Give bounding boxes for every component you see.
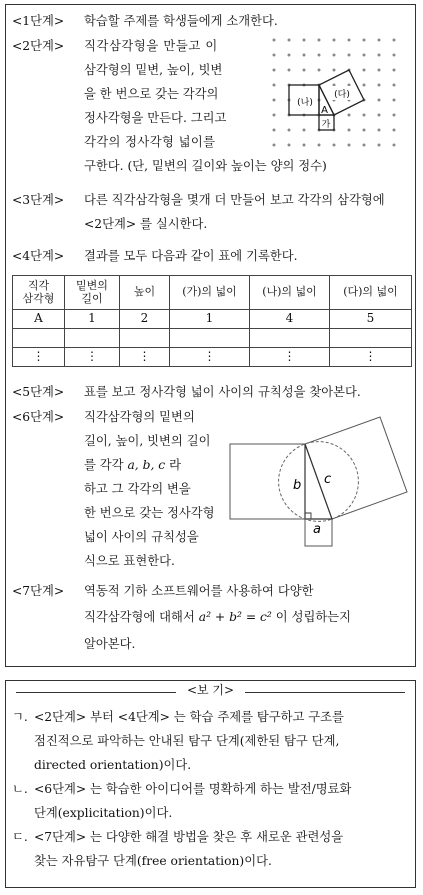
grid-dot [333, 69, 336, 72]
grid-dot [363, 144, 366, 147]
bogi-box [5, 680, 416, 888]
grid-dot [393, 54, 396, 57]
grid-dot [333, 144, 336, 147]
grid-dot [273, 114, 276, 117]
step2-line5: 각각의 정사각형 넓이를 [84, 135, 216, 149]
bogi-mark-1: ㄱ. [12, 710, 28, 724]
table-cell: 1 [170, 310, 250, 329]
grid-dot [393, 114, 396, 117]
bogi-2-line1: <6단계> 는 학습한 아이디어를 명확하게 하는 발전/명료화 [34, 782, 352, 796]
grid-dot [378, 54, 381, 57]
grid-dot [348, 129, 351, 132]
grid-dot [273, 144, 276, 147]
bogi-1-line1: <2단계> 부터 <4단계> 는 학습 주제를 탐구하고 구조를 [34, 710, 344, 724]
grid-dot [273, 99, 276, 102]
step7-line1: 역동적 기하 소프트웨어를 사용하여 다양한 [84, 584, 314, 598]
step2-line6: 구한다. (단, 밑변의 길이와 높이는 양의 정수) [84, 159, 327, 173]
bogi-item-1 [12, 709, 410, 781]
grid-dot [363, 39, 366, 42]
abc-variables: a, b, c [127, 458, 166, 472]
step6-line6: 넓이 사이의 규칙성을 [84, 530, 199, 544]
grid-dot [378, 99, 381, 102]
vertical-ellipsis: ⋮ [120, 348, 170, 367]
bogi-3-line1: <7단계> 는 다양한 해결 방법을 찾은 후 새로운 관련성을 [34, 830, 344, 844]
step3-line2: <2단계> 를 실시한다. [84, 217, 208, 231]
step7-line2-suffix: 이 성립하는지 [275, 610, 351, 624]
bogi-2-line2: 단계(explicitation)이다. [34, 806, 173, 820]
step7-line3: 알아본다. [84, 637, 136, 651]
step2-line3: 을 한 번으로 갖는 각각의 [84, 87, 219, 101]
vertical-ellipsis: ⋮ [330, 348, 412, 367]
grid-dot [348, 144, 351, 147]
grid-dot [303, 129, 306, 132]
grid-dot [318, 39, 321, 42]
grid-dot [318, 69, 321, 72]
grid-dot [378, 84, 381, 87]
step6-line3-text: 를 각각 [84, 458, 128, 472]
bogi-item-2 [12, 781, 410, 829]
col-header-area-da: (다)의 넓이 [330, 276, 412, 310]
step3-line1: 다른 직각삼각형을 몇개 더 만들어 보고 각각의 삼각형에 [84, 193, 385, 207]
grid-dot [303, 144, 306, 147]
step7-tag: <7단계> [12, 584, 65, 598]
procedure-box [5, 4, 416, 667]
vertical-ellipsis: ⋮ [13, 348, 65, 367]
grid-dot [288, 54, 291, 57]
vertical-ellipsis: ⋮ [170, 348, 250, 367]
grid-dot [363, 84, 366, 87]
table-cell: 2 [120, 310, 170, 329]
col-header-triangle: 직각 삼각형 [13, 276, 65, 310]
grid-dot [378, 144, 381, 147]
step2-tag: <2단계> [12, 39, 65, 53]
col-header-area-na: (나)의 넓이 [250, 276, 330, 310]
col-header-area-ga: (가)의 넓이 [170, 276, 250, 310]
grid-dot [318, 54, 321, 57]
label-c: c [324, 472, 332, 487]
label-a: a [313, 522, 321, 537]
step4-tag: <4단계> [12, 249, 65, 263]
step1-tag: <1단계> [12, 14, 65, 28]
step4-text: 결과를 모두 다음과 같이 표에 기록한다. [84, 249, 298, 263]
bogi-1-line3: directed orientation)이다. [34, 758, 192, 772]
grid-dot [348, 39, 351, 42]
step1-text: 학습할 주제를 학생들에게 소개한다. [84, 14, 278, 28]
pythagorean-formula: a² + b² = c² [198, 610, 272, 624]
grid-dot [393, 99, 396, 102]
col-header-height: 높이 [120, 276, 170, 310]
vertical-ellipsis: ⋮ [250, 348, 330, 367]
grid-dot [393, 144, 396, 147]
col-header-base: 밑변의 길이 [65, 276, 120, 310]
grid-dot [333, 39, 336, 42]
label-da: (다) [334, 90, 350, 100]
step6-line2: 길이, 높이, 빗변의 길이 [84, 434, 211, 448]
grid-dot [288, 144, 291, 147]
grid-dot [363, 129, 366, 132]
grid-dot [378, 69, 381, 72]
step2-line1: 직각삼각형을 만들고 이 [84, 39, 218, 53]
vertical-ellipsis: ⋮ [65, 348, 120, 367]
grid-dot [318, 144, 321, 147]
grid-dot [393, 84, 396, 87]
pythagoras-figure [200, 389, 410, 559]
bogi-item-3 [12, 829, 410, 877]
label-A: A [321, 105, 328, 116]
table-row-ellipsis [13, 348, 412, 367]
grid-dot [273, 69, 276, 72]
grid-dot [363, 69, 366, 72]
bogi-1-line2: 점진적으로 파악하는 안내된 탐구 단계(제한된 탐구 단계, [34, 734, 340, 748]
table-cell: 1 [65, 310, 120, 329]
grid-dot [393, 129, 396, 132]
step6-tag: <6단계> [12, 410, 65, 424]
grid-dot [378, 39, 381, 42]
step7-line2 [84, 609, 351, 625]
label-ga: 가 [321, 120, 331, 130]
grid-dot [333, 54, 336, 57]
step6-line4: 하고 그 각각의 변을 [84, 482, 191, 496]
grid-dot [303, 39, 306, 42]
results-table [12, 275, 412, 367]
grid-dot [393, 39, 396, 42]
grid-dot [288, 129, 291, 132]
bogi-mark-2: ㄴ. [12, 782, 28, 796]
grid-dot [303, 69, 306, 72]
table-row-empty [13, 329, 412, 348]
table-cell: 4 [250, 310, 330, 329]
table-header-row [13, 276, 412, 310]
grid-dot [348, 114, 351, 117]
label-na: (나) [297, 98, 313, 108]
grid-dot [288, 39, 291, 42]
step2-line4: 정사각형을 만든다. 그리고 [84, 111, 227, 125]
grid-dot [273, 39, 276, 42]
grid-dot [273, 54, 276, 57]
bogi-3-line2: 찾는 자유탐구 단계(free orientation)이다. [34, 854, 272, 868]
label-b: b [293, 478, 302, 493]
grid-dot [378, 114, 381, 117]
grid-dot [393, 69, 396, 72]
bogi-mark-3: ㄷ. [12, 830, 28, 844]
bogi-title: <보 기> [186, 683, 235, 697]
step7-line2-text: 직각삼각형에 대해서 [84, 610, 199, 624]
step6-line1: 직각삼각형의 밑변의 [84, 410, 195, 424]
step2-line2: 삼각형의 밑변, 높이, 빗변 [84, 63, 223, 77]
grid-dot [273, 84, 276, 87]
grid-dot [378, 129, 381, 132]
grid-dot [303, 54, 306, 57]
grid-dot [273, 129, 276, 132]
step5-tag: <5단계> [12, 385, 65, 399]
step6-line3-suffix: 라 [165, 458, 181, 472]
step6-line3 [84, 457, 181, 473]
grid-dot [348, 54, 351, 57]
grid-dot [288, 69, 291, 72]
grid-dot [363, 114, 366, 117]
step3-tag: <3단계> [12, 193, 65, 207]
step6-line5: 한 번으로 갖는 정사각형 [84, 506, 215, 520]
table-row [13, 310, 412, 329]
step6-line7: 식으로 표현한다. [84, 554, 175, 568]
dot-grid-figure [268, 35, 410, 160]
step5-text: 표를 보고 정사각형 넓이 사이의 규칙성을 찾아본다. [84, 385, 361, 399]
table-cell: A [13, 310, 65, 329]
table-cell: 5 [330, 310, 412, 329]
grid-dot [363, 54, 366, 57]
